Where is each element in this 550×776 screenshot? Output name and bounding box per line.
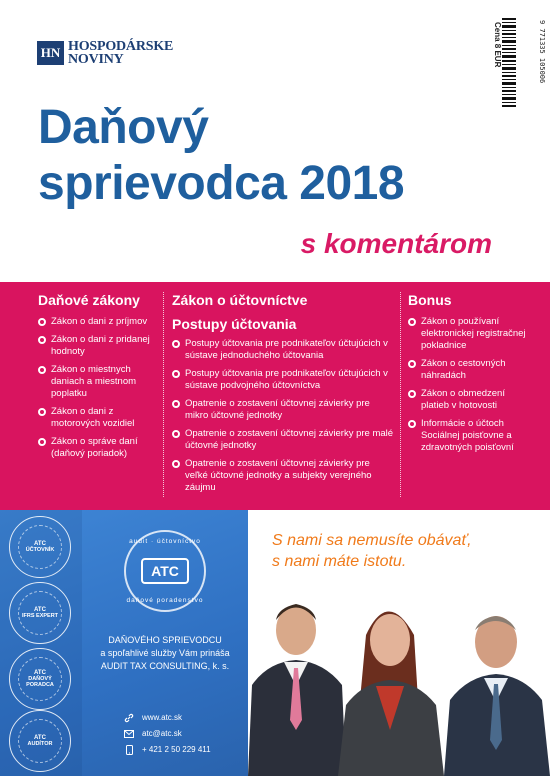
contact-email[interactable]: atc@atc.sk — [124, 726, 211, 741]
accounting-heading: Zákon o účtovníctve — [172, 292, 308, 308]
publisher-logo — [37, 40, 173, 66]
bullet-icon — [38, 336, 46, 344]
ad-blue-panel — [0, 510, 248, 776]
bullet-icon — [172, 340, 180, 348]
barcode-icon — [502, 18, 516, 108]
list-item: Zákon o obmedzení platieb v hotovosti — [408, 388, 526, 412]
list-item: Zákon o dani z príjmov — [38, 316, 163, 328]
atc-logo: audit · účtovníctvo ATC daňové poradenstvo — [124, 530, 206, 612]
tax-laws-column — [38, 292, 163, 466]
list-item: Zákon o cestovných náhradách — [408, 358, 526, 382]
list-item: Zákon o dani z pridanej hodnoty — [38, 334, 163, 358]
contents-band — [0, 282, 550, 510]
certification-badge: ATC AUDÍTOR — [9, 710, 71, 772]
phone-icon — [124, 745, 134, 755]
cover-title: Daňový sprievodca 2018 — [38, 101, 405, 210]
bullet-icon — [172, 430, 180, 438]
accounting-column — [172, 292, 394, 500]
bullet-icon — [172, 370, 180, 378]
list-item: Postupy účtovania pre podnikateľov účtujúcich v sústave podvojného účtovníctva — [172, 368, 394, 392]
contact-web[interactable]: www.atc.sk — [124, 710, 211, 725]
contact-phone[interactable]: + 421 2 50 229 411 — [124, 742, 211, 757]
barcode-number: 9 771335 105006 — [538, 20, 546, 84]
link-icon — [124, 713, 134, 723]
certification-badge: ATC ÚČTOVNÍK — [9, 516, 71, 578]
list-item: Zákon o dani z motorových vozidiel — [38, 406, 163, 430]
barcode — [502, 18, 522, 108]
bonus-heading: Bonus — [408, 292, 452, 308]
bullet-icon — [408, 318, 416, 326]
cover-subtitle: s komentárom — [300, 228, 492, 259]
publisher-name: HOSPODÁRSKE NOVINY — [68, 39, 174, 67]
bullet-icon — [38, 408, 46, 416]
list-item: Postupy účtovania pre podnikateľov účtujúcich v sústave jednoduchého účtovania — [172, 338, 394, 362]
contact-info — [124, 710, 211, 758]
certification-badge: ATC DAŇOVÝ PORADCA — [9, 648, 71, 710]
atc-advertisement — [0, 510, 550, 776]
bullet-icon — [408, 420, 416, 428]
bullet-icon — [38, 366, 46, 374]
list-item: Zákon o používaní elektronickej registračnej pokladnice — [408, 316, 526, 352]
list-item: Informácie o účtoch Sociálnej poisťovne a zdravotných poisťovní — [408, 418, 526, 454]
list-item: Zákon o miestnych daniach a miestnom poplatku — [38, 364, 163, 400]
ad-promo-text: DAŇOVÉHO SPRIEVODCU a spoľahlivé služby Vám prináša AUDIT TAX CONSULTING, k. s. — [100, 635, 230, 671]
certification-badges — [0, 510, 82, 776]
tax-laws-heading: Daňové zákony — [38, 292, 140, 308]
team-photo — [248, 590, 550, 776]
bullet-icon — [38, 438, 46, 446]
bullet-icon — [172, 400, 180, 408]
bonus-column — [408, 292, 526, 460]
bullet-icon — [38, 318, 46, 326]
list-item: Opatrenie o zostavení účtovnej závierky pre malé účtovné jednotky — [172, 428, 394, 452]
list-item: Opatrenie o zostavení účtovnej závierky pre veľké účtovné jednotky a subjekty verejného záujmu — [172, 458, 394, 494]
team-photo-image — [248, 590, 550, 776]
list-item: Opatrenie o zostavení účtovnej závierky pre mikro účtovné jednotky — [172, 398, 394, 422]
bullet-icon — [172, 460, 180, 468]
hn-logo-mark: HN — [37, 41, 64, 65]
certification-badge: ATC IFRS EXPERT — [9, 582, 71, 644]
column-divider — [400, 292, 401, 497]
ad-slogan: S nami sa nemusíte obávať, s nami máte istotu. — [272, 532, 472, 570]
mail-icon — [124, 729, 134, 739]
list-item: Zákon o správe daní (daňový poriadok) — [38, 436, 163, 460]
accounting-subheading: Postupy účtovania — [172, 316, 297, 332]
bullet-icon — [408, 390, 416, 398]
atc-logo-mark: ATC — [141, 558, 189, 584]
price-label: Cena 8 EUR — [493, 22, 502, 68]
column-divider — [163, 292, 164, 497]
bullet-icon — [408, 360, 416, 368]
